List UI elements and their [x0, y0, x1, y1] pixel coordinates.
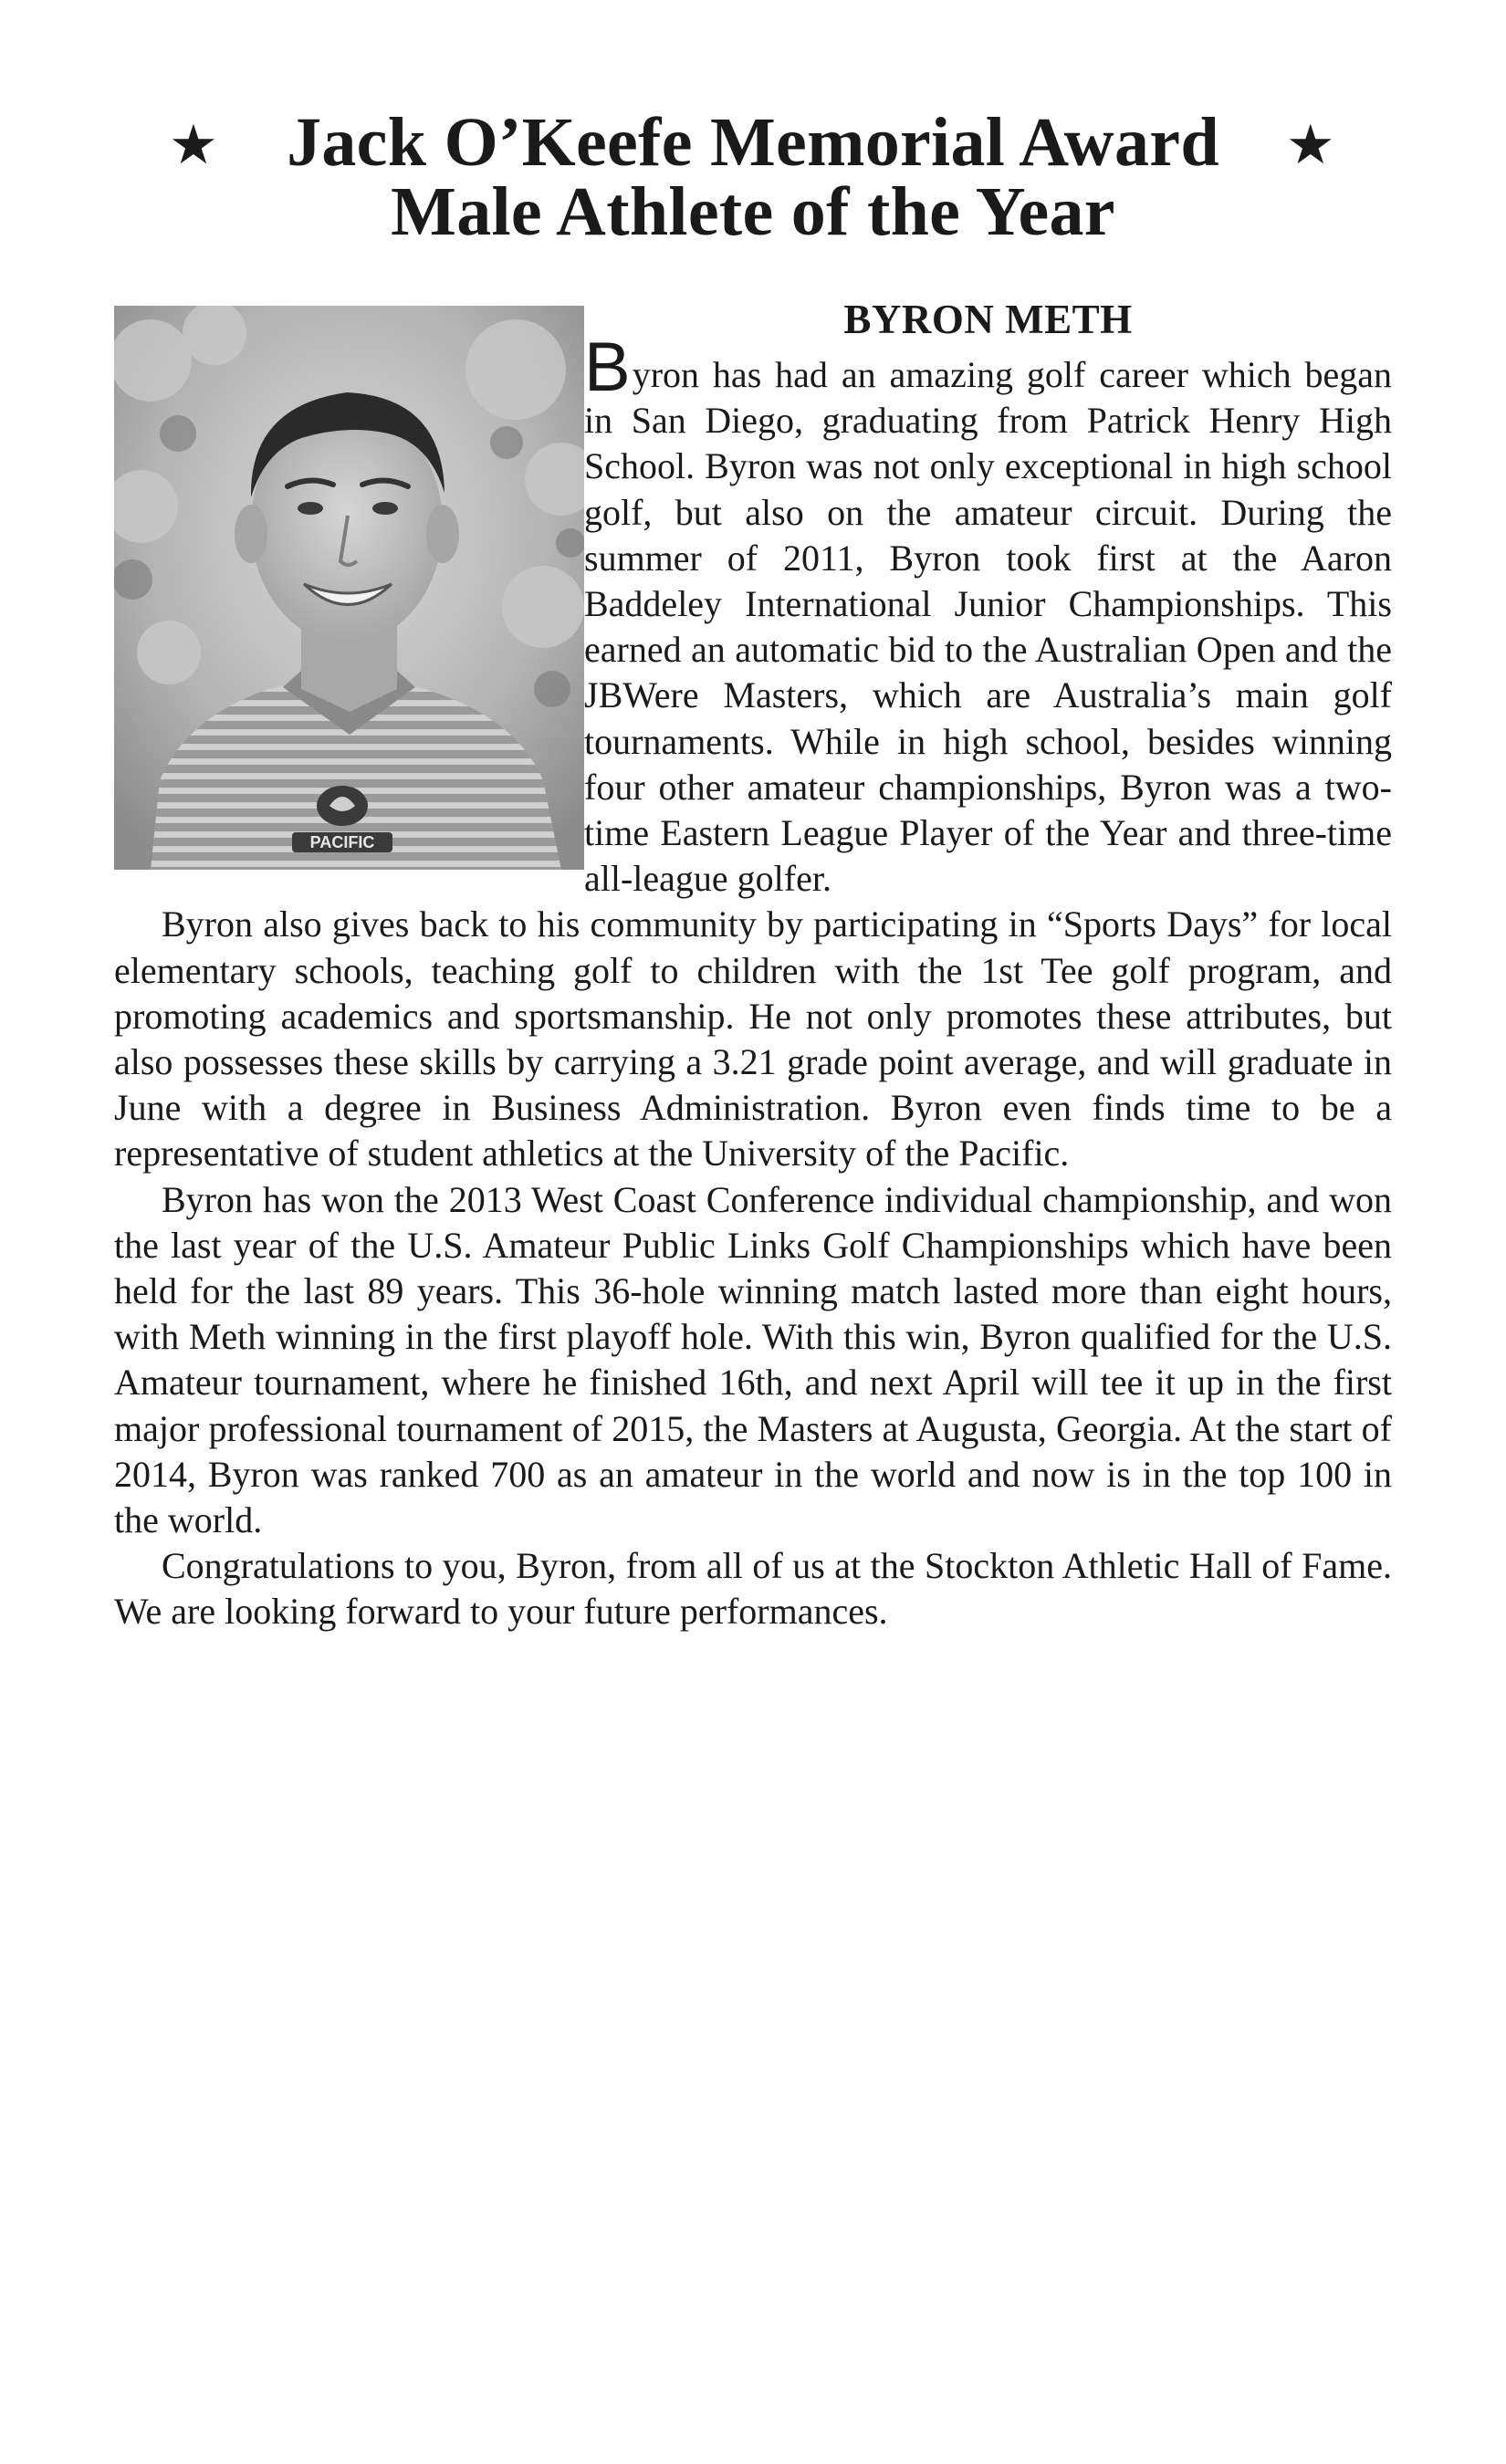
drop-cap: B: [584, 329, 631, 406]
award-heading: [114, 104, 1392, 250]
paragraph-text: yron has had an amazing golf career which began in San Diego, graduating from Patrick Henry High School. Byron was not only exceptional in high school golf, but also on the amateur circuit. During the summer of 2011, Byron took first at the Aaron Baddeley International Junior Championships. This earned an automatic bid to the Australian Open and the JBWere Masters, which are Australia’s main golf tournaments. While in high school, besides winning four other amateur championships, Byron was a two-time Eastern League Player of the Year and three-time all-league golfer.: [584, 354, 1392, 900]
shirt-logo-text: PACIFIC: [309, 833, 375, 851]
athlete-name: BYRON METH: [843, 297, 1133, 342]
article-paragraph: Byron also gives back to his community by participating in “Sports Days” for local elementary schools, teaching golf to children with the 1st Tee golf program, and promoting academics and sportsmanship. He not only promotes these attributes, but also possesses these skills by carrying a 3.21 grade point average, and will graduate in June with a degree in Business Administration. Byron even finds time to be a representative of student athletics at the University of the Pacific.: [114, 903, 1392, 1175]
athlete-portrait: [114, 306, 584, 870]
article-paragraph: Byron has won the 2013 West Coast Conference individual championship, and won the last year of the U.S. Amateur Public Links Golf Championships which have been held for the last 89 years. This 36-hole winning match lasted more than eight hours, with Meth winning in the first playoff hole. With this win, Byron qualified for the U.S. Amateur tournament, where he finished 16th, and next April will tee it up in the first major professional tournament of 2015, the Masters at Augusta, Georgia. At the start of 2014, Byron was ranked 700 as an amateur in the world and now is in the top 100 in the world.: [114, 1178, 1392, 1541]
star-icon: ★: [1285, 113, 1335, 177]
article-body: [114, 297, 1392, 1635]
star-icon: ★: [169, 113, 219, 177]
award-title: Jack O’Keefe Memorial Award: [287, 104, 1219, 181]
athlete-photo: [114, 306, 584, 870]
award-subtitle: Male Athlete of the Year: [391, 173, 1115, 250]
award-title-row: [114, 104, 1392, 181]
article-paragraph: Congratulations to you, Byron, from all of us at the Stockton Athletic Hall of Fame. We are looking forward to your future performances.: [114, 1545, 1392, 1633]
